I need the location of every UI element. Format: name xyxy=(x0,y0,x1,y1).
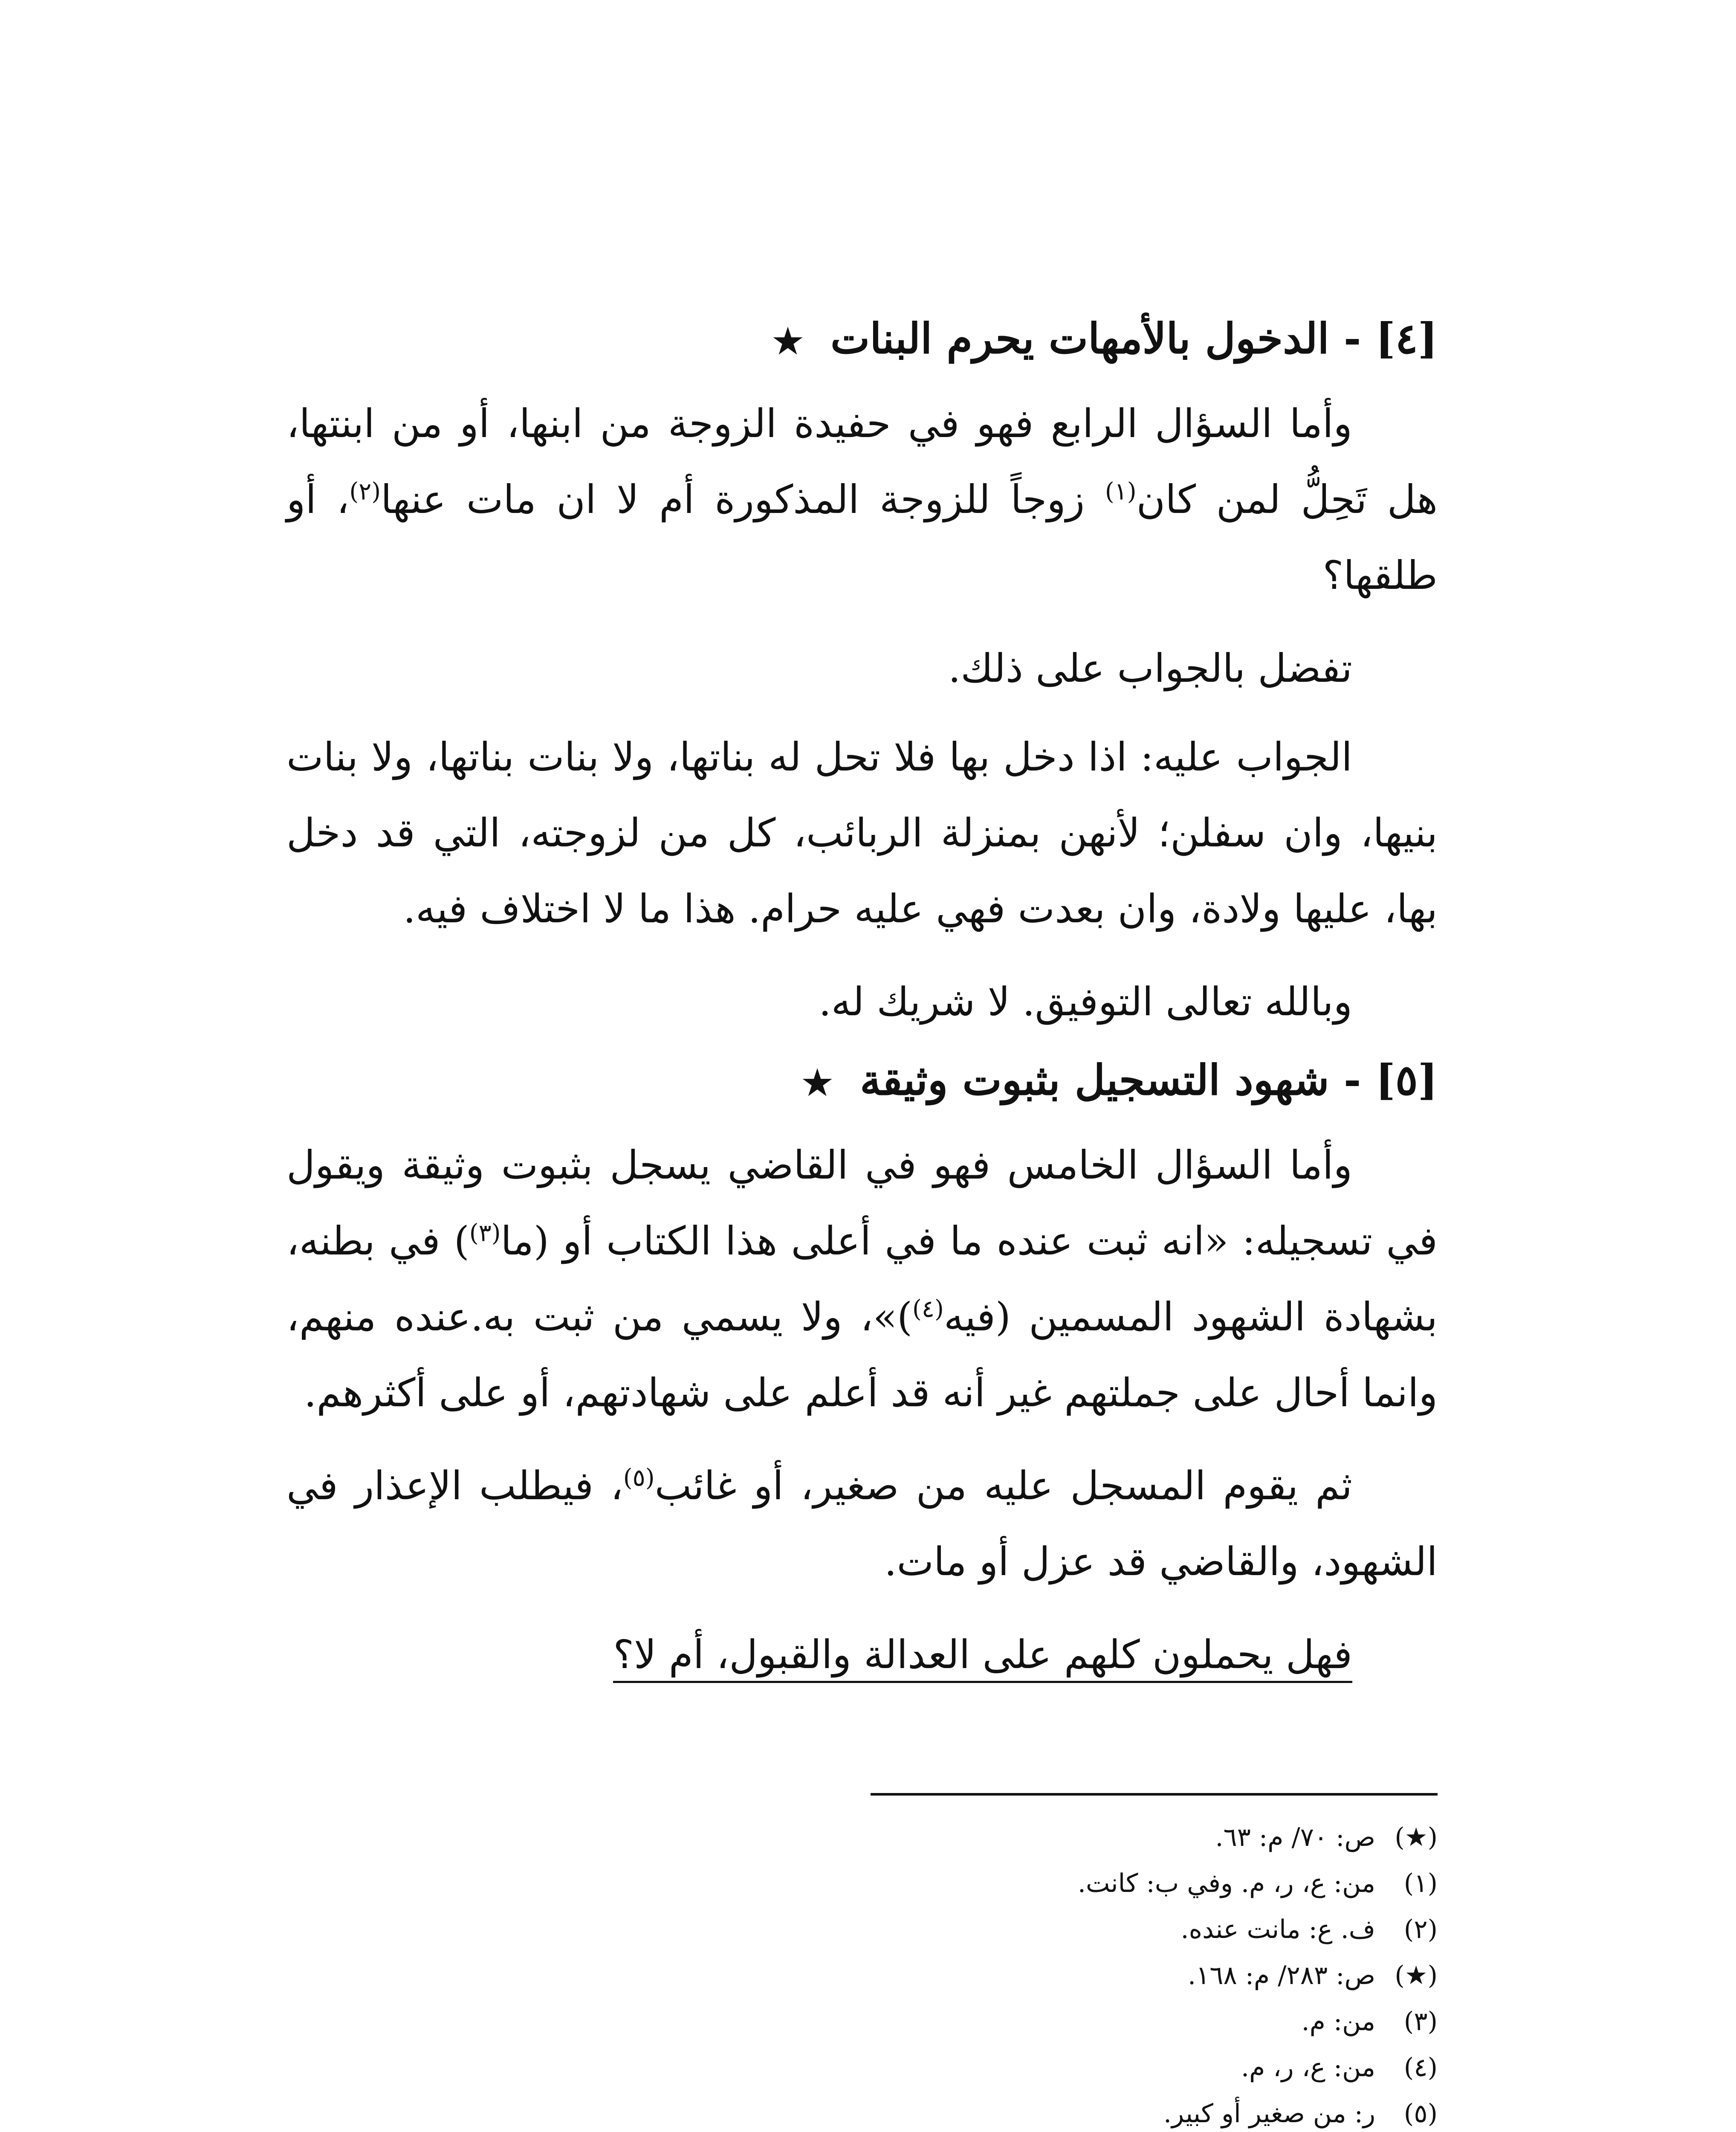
section-heading-5 xyxy=(286,1053,1438,1110)
request-paragraph: تفضل بالجواب على ذلك. xyxy=(948,646,1352,691)
footnote-text: من: ع، ر، م. وفي ب: كانت. xyxy=(1077,1868,1375,1898)
followup-paragraph: ثم يقوم المسجل عليه من صغير، أو غائب$^{(٥)}$، فيطلب الإعذار في الشهود، والقاضي قد عزل أو مات. xyxy=(286,1463,1438,1585)
footnote-item xyxy=(286,1906,1438,1952)
question-paragraph: وأما السؤال الرابع فهو في حفيدة الزوجة من ابنها، أو من ابنتها، هل تَحِلُّ لمن كان$^{(١)}$ زوجاً للزوجة المذكورة أم لا ان مات عنها$^{(٢)}$، أو طلقها؟ xyxy=(286,401,1438,598)
section-heading-4 xyxy=(286,311,1438,369)
final-question: فهل يحملون كلهم على العدالة والقبول، أم لا؟ xyxy=(286,1617,1438,1693)
footnote-item xyxy=(286,1860,1438,1906)
footnote-text: ف. ع: مانت عنده. xyxy=(1180,1915,1375,1944)
footnote-item xyxy=(286,1952,1438,1999)
footnote-ref-1[interactable]: (١) xyxy=(1105,478,1137,506)
closing-paragraph: وبالله تعالى التوفيق. لا شريك له. xyxy=(819,979,1352,1025)
footnote-divider xyxy=(871,1793,1438,1796)
answer-paragraph: الجواب عليه: اذا دخل بها فلا تحل له بناتها، ولا بنات بناتها، ولا بنات بنيها، وان سفلن؛ لأنهن بمنزلة الربائب، كل من لزوجته، التي قد دخل بها، عليها ولادة، وان بعدت فهي عليه حرام. هذا ما لا اختلاف فيه. xyxy=(286,734,1438,932)
footnote-ref-3[interactable]: (٣) xyxy=(469,1219,501,1247)
footnote-text: من: ع، ر، م. xyxy=(1241,2053,1375,2083)
footnote-mark: (٣) xyxy=(1403,2007,1438,2036)
footnote-text: من: م. xyxy=(1301,2007,1375,2036)
footnote-item xyxy=(286,2045,1438,2091)
footnote-mark: (★) xyxy=(1395,1961,1438,1990)
footnote-text: ص: ٢٨٣/ م: ١٦٨. xyxy=(1187,1961,1375,1990)
footnote-item xyxy=(286,1999,1438,2045)
heading-text: [٤] - الدخول بالأمهات يحرم البنات xyxy=(830,314,1438,363)
star-icon: ★ xyxy=(802,1063,833,1103)
footnote-mark: (٤) xyxy=(1403,2053,1438,2083)
footnote-mark: (٥) xyxy=(1403,2099,1438,2129)
footnote-text: ر: من صغير أو كبير. xyxy=(1163,2099,1375,2129)
footnote-ref-4[interactable]: (٤) xyxy=(912,1295,944,1323)
footnote-mark: (٢) xyxy=(1403,1915,1438,1944)
footnotes-list xyxy=(286,1814,1438,2132)
main-text xyxy=(286,311,1438,1710)
footnote-ref-2[interactable]: (٢) xyxy=(349,478,381,506)
question-paragraph: وأما السؤال الخامس فهو في القاضي يسجل بثبوت وثيقة ويقول في تسجيله: «انه ثبت عنده ما في أعلى هذا الكتاب أو (ما$^{(٣)}$) في بطنه، بشهادة الشهود المسمين (فيه$^{(٤)}$)»، ولا يسمي من ثبت به.عنده منهم، وانما أحال على جملتهم غير أنه قد أعلم على شهادتهم، أو على أكثرهم. xyxy=(286,1142,1438,1416)
footnote-text: ص: ٧٠/ م: ٦٣. xyxy=(1215,1822,1375,1852)
footnote-mark: (١) xyxy=(1403,1868,1438,1898)
star-icon: ★ xyxy=(773,321,803,361)
footnote-ref-5[interactable]: (٥) xyxy=(623,1464,655,1492)
heading-text: [٥] - شهود التسجيل بثبوت وثيقة xyxy=(860,1056,1438,1105)
footnote-item xyxy=(286,1814,1438,1860)
footnote-item xyxy=(286,2091,1438,2132)
footnote-mark: (★) xyxy=(1395,1822,1438,1852)
